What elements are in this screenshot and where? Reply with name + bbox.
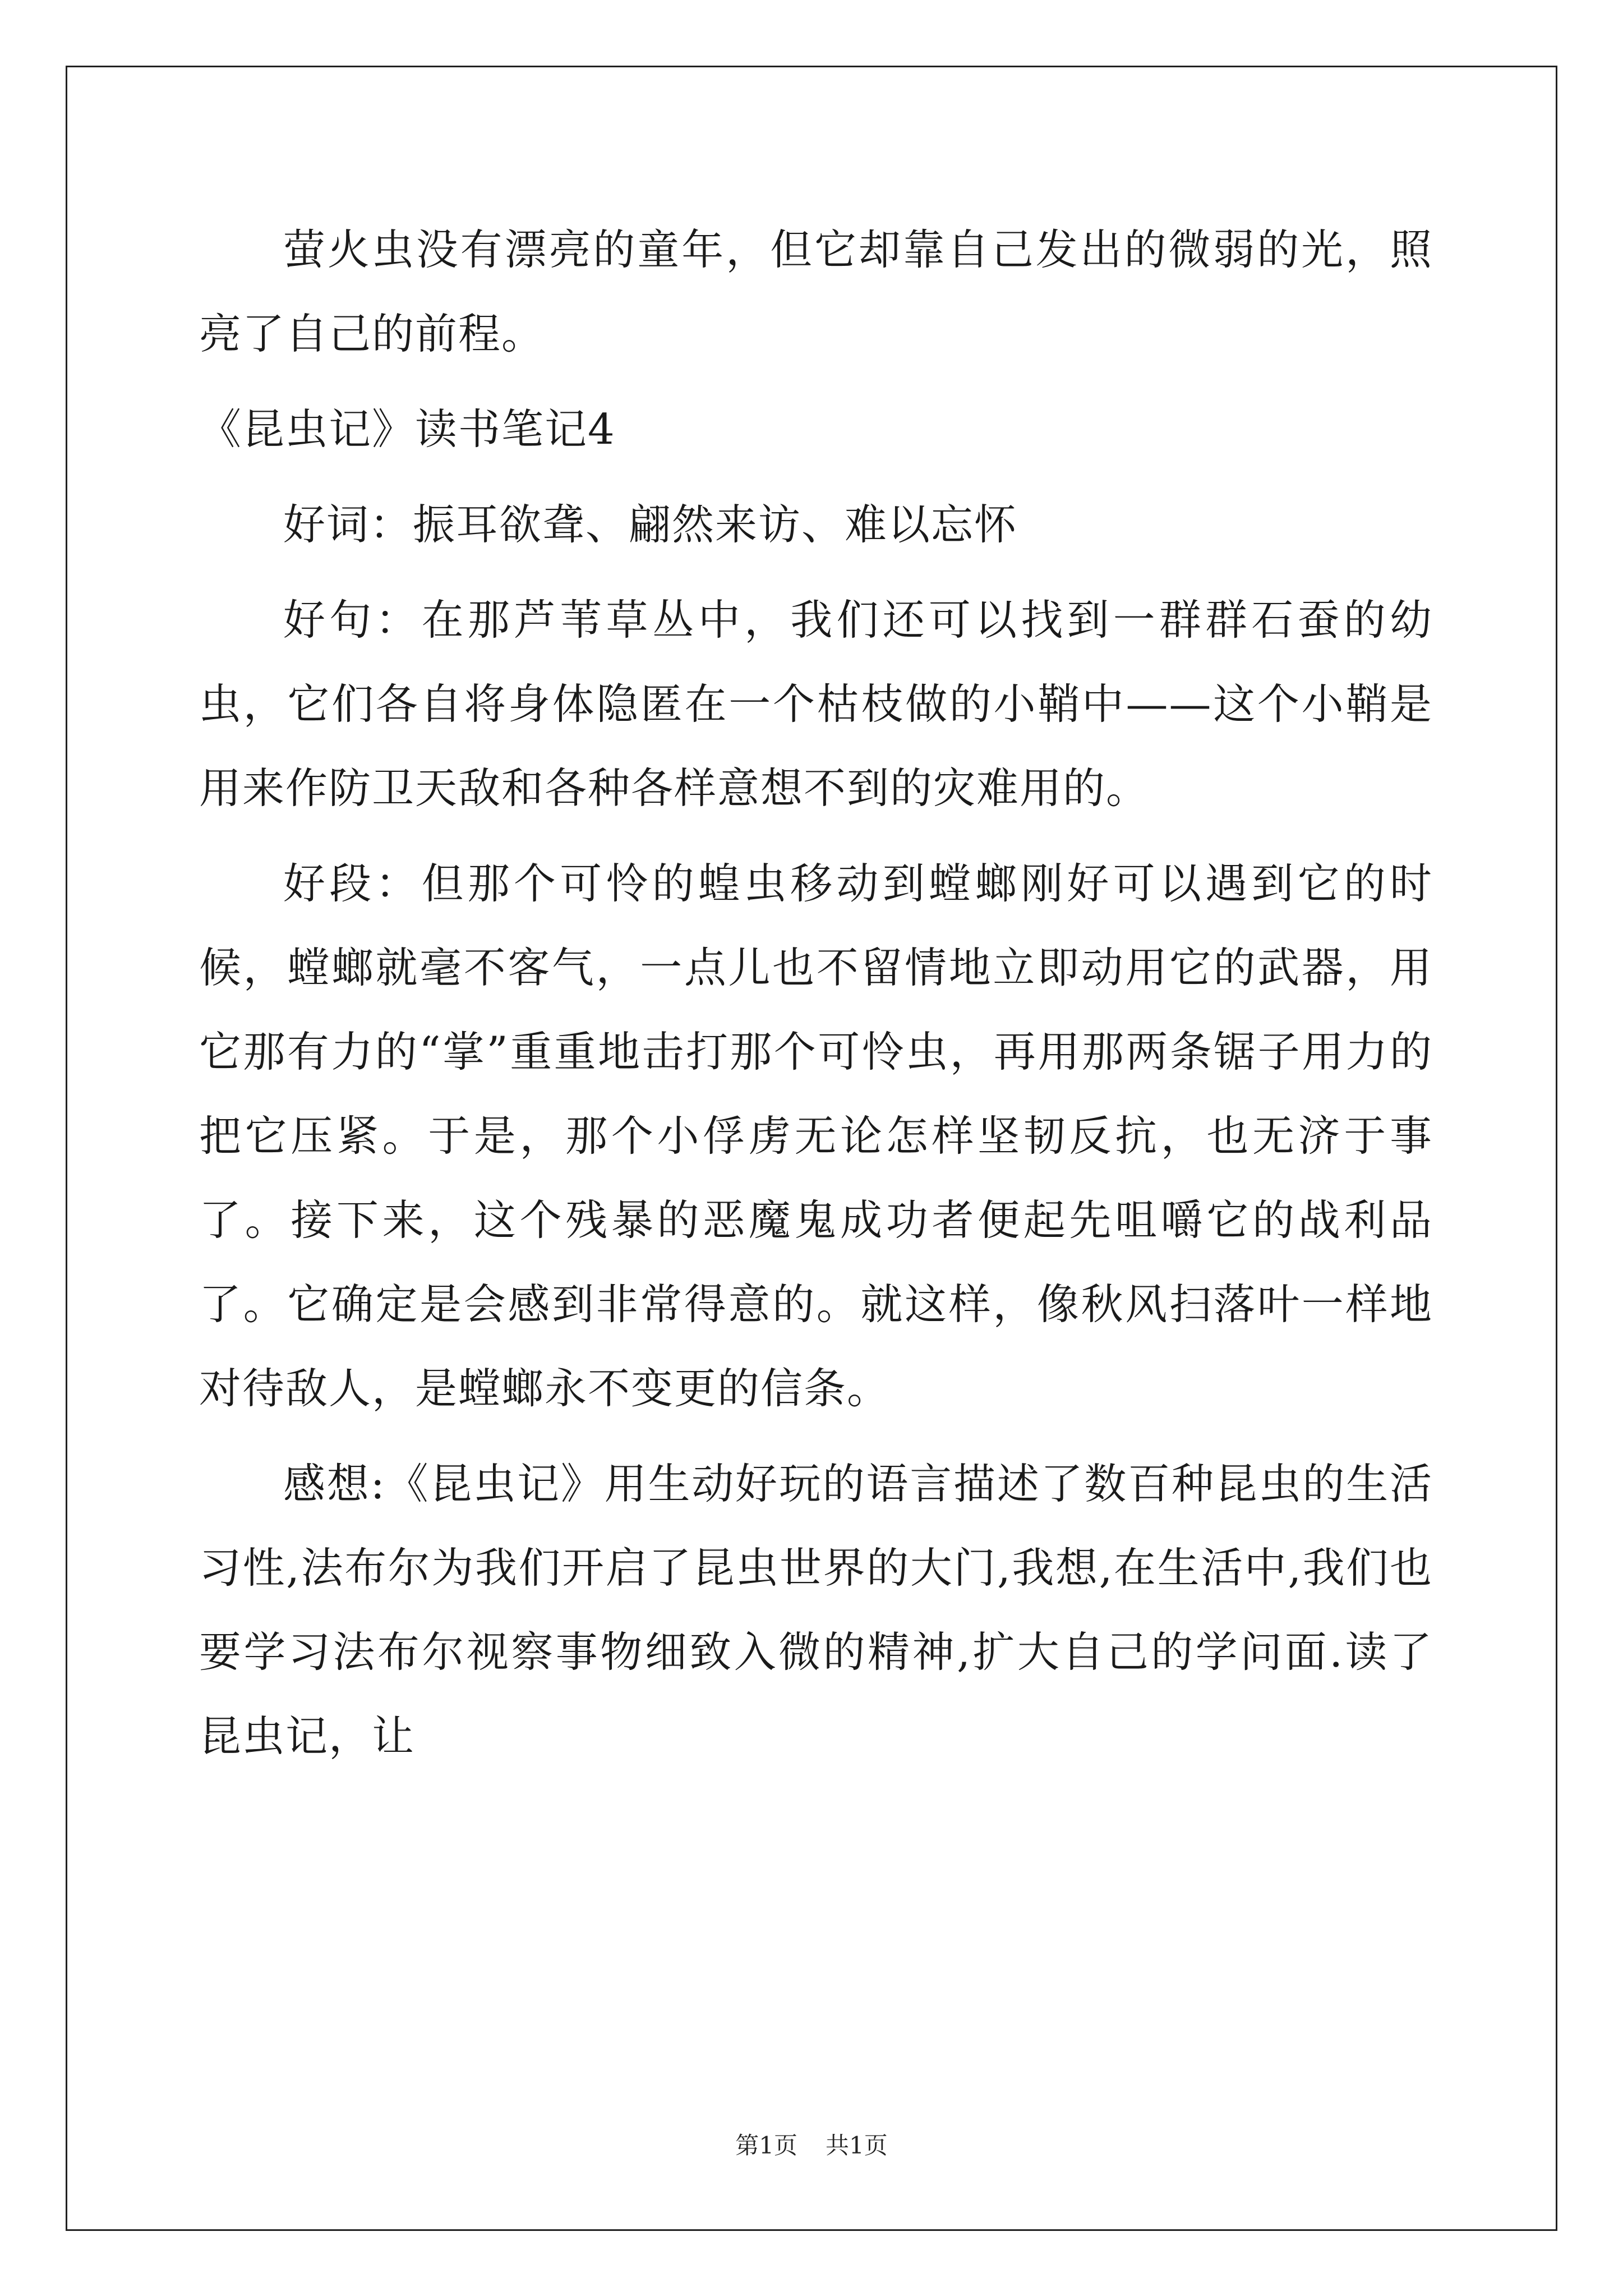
paragraph-intro: 萤火虫没有漂亮的童年，但它却靠自己发出的微弱的光，照亮了自己的前程。 — [199, 225, 1433, 358]
paragraph-good-sentence: 好句：在那芦苇草丛中，我们还可以找到一群群石蚕的幼虫，它们各自将身体隐匿在一个枯枝做的小鞘中——这个小鞘是用来作防卫天敌和各种各样意想不到的灾难用的。 — [199, 595, 1433, 813]
section-heading: 《昆虫记》读书笔记4 — [199, 404, 616, 454]
page-footer — [0, 2129, 1623, 2162]
paragraph-good-passage: 好段：但那个可怜的蝗虫移动到螳螂刚好可以遇到它的时候，螳螂就毫不客气，一点儿也不留情地立即动用它的武器，用它那有力的“掌”重重地击打那个可怜虫，再用那两条锯子用力的把它压紧。于是，那个小俘虏无论怎样坚韧反抗，也无济于事了。接下来，这个残暴的恶魔鬼成功者便起先咀嚼它的战利品了。它确定是会感到非常得意的。就这样，像秋风扫落叶一样地对待敌人，是螳螂永不变更的信条。 — [199, 859, 1433, 1413]
paragraph-reflection: 感想:《昆虫记》用生动好玩的语言描述了数百种昆虫的生活习性,法布尔为我们开启了昆虫世界的大门,我想,在生活中,我们也要学习法布尔视察事物细致入微的精神,扩大自己的学问面.读了昆虫记，让 — [199, 1459, 1433, 1761]
paragraph-good-words: 好词：振耳欲聋、翩然来访、难以忘怀 — [283, 500, 1018, 549]
document-body — [199, 208, 1433, 1789]
page-total: 共1页 — [826, 2132, 888, 2159]
page-number: 第1页 — [735, 2132, 797, 2159]
